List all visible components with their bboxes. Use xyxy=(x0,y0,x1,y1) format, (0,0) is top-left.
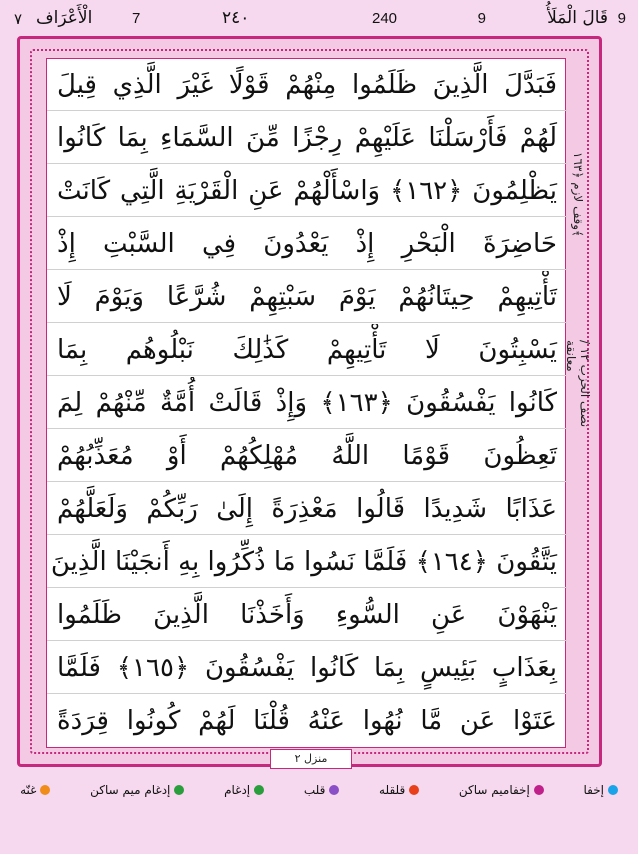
juz-number-secondary: 9 xyxy=(477,10,486,27)
legend-item-idgham-meem: إدغام ميم ساكن xyxy=(90,783,184,797)
legend-item-qalb: قلب xyxy=(304,783,340,797)
text-line-9: عَذَابًا شَدِيدًا قَالُوا مَعْذِرَةً إِلَىٰ رَبِّكُمْ وَلَعَلَّهُمْ xyxy=(47,483,567,535)
legend-item-ikhfa: إخفا xyxy=(584,783,618,797)
legend-item-ikhfa-meem: إخفاميم ساكن xyxy=(459,783,544,797)
page-number-arabic: ٢٤٠ xyxy=(222,8,250,28)
color-dot-icon xyxy=(409,785,419,795)
text-line-4: حَاضِرَةَ الْبَحْرِ إِذْ يَعْدُونَ فِي السَّبْتِ إِذْ xyxy=(47,218,567,270)
tajweed-legend xyxy=(20,777,618,803)
text-line-1: فَبَدَّلَ الَّذِينَ ظَلَمُوا مِنْهُمْ قَوْلًا غَيْرَ الَّذِي قِيلَ xyxy=(47,59,567,111)
text-line-12: بِعَذَابٍ بَئِيسٍ بِمَا كَانُوا يَفْسُقُونَ ﴿١٦٥﴾ فَلَمَّا xyxy=(47,642,567,694)
margin-note-waqf: وقف لازم ﴿١٦٣﴾ xyxy=(571,152,585,238)
legend-item-idgham: إدغام xyxy=(224,783,264,797)
color-dot-icon xyxy=(254,785,264,795)
page-header xyxy=(0,0,638,36)
surah-title: الْأَعْرَاف xyxy=(36,8,93,28)
text-line-3: يَظْلِمُونَ ﴿١٦٢﴾ وَاسْأَلْهُمْ عَنِ الْقَرْيَةِ الَّتِي كَانَتْ xyxy=(47,165,567,217)
text-line-5: تَأْتِيهِمْ حِيتَانُهُمْ يَوْمَ سَبْتِهِمْ شُرَّعًا وَيَوْمَ لَا xyxy=(47,271,567,323)
juz-number: 9 xyxy=(617,10,626,27)
surah-number: 7 xyxy=(132,10,141,27)
manzil-label: منزل ٢ xyxy=(270,749,352,769)
color-dot-icon xyxy=(329,785,339,795)
text-line-6: يَسْبِتُونَ لَا تَأْتِيهِمْ كَذَٰلِكَ نَبْلُوهُم بِمَا xyxy=(47,324,567,376)
surah-number-arabic: ٧ xyxy=(14,11,23,28)
legend-item-qalqala: قلقله xyxy=(379,783,419,797)
margin-note-hizb: نصف الحزب ١٢ / معانقة xyxy=(564,340,592,428)
color-dot-icon xyxy=(534,785,544,795)
text-line-11: يَنْهَوْنَ عَنِ السُّوءِ وَأَخَذْنَا الَّذِينَ ظَلَمُوا xyxy=(47,589,567,641)
color-dot-icon xyxy=(608,785,618,795)
quran-text-panel xyxy=(46,58,566,748)
color-dot-icon xyxy=(40,785,50,795)
text-line-10: يَتَّقُونَ ﴿١٦٤﴾ فَلَمَّا نَسُوا مَا ذُكِّرُوا بِهِ أَنجَيْنَا الَّذِينَ xyxy=(47,536,567,588)
page-number: 240 xyxy=(372,10,398,27)
text-line-2: لَهُمْ فَأَرْسَلْنَا عَلَيْهِمْ رِجْزًا مِّنَ السَّمَاءِ بِمَا كَانُوا xyxy=(47,112,567,164)
color-dot-icon xyxy=(174,785,184,795)
legend-item-ghunna: غنّه xyxy=(20,783,50,797)
text-line-13: عَتَوْا عَن مَّا نُهُوا عَنْهُ قُلْنَا لَهُمْ كُونُوا قِرَدَةً xyxy=(57,706,557,736)
juz-title: قَالَ الْمَلَأُ xyxy=(547,8,608,28)
text-line-8: تَعِظُونَ قَوْمًا اللَّهُ مُهْلِكُهُمْ أَوْ مُعَذِّبُهُمْ xyxy=(47,430,567,482)
text-line-7: كَانُوا يَفْسُقُونَ ﴿١٦٣﴾ وَإِذْ قَالَتْ أُمَّةٌ مِّنْهُمْ لِمَ xyxy=(47,377,567,429)
